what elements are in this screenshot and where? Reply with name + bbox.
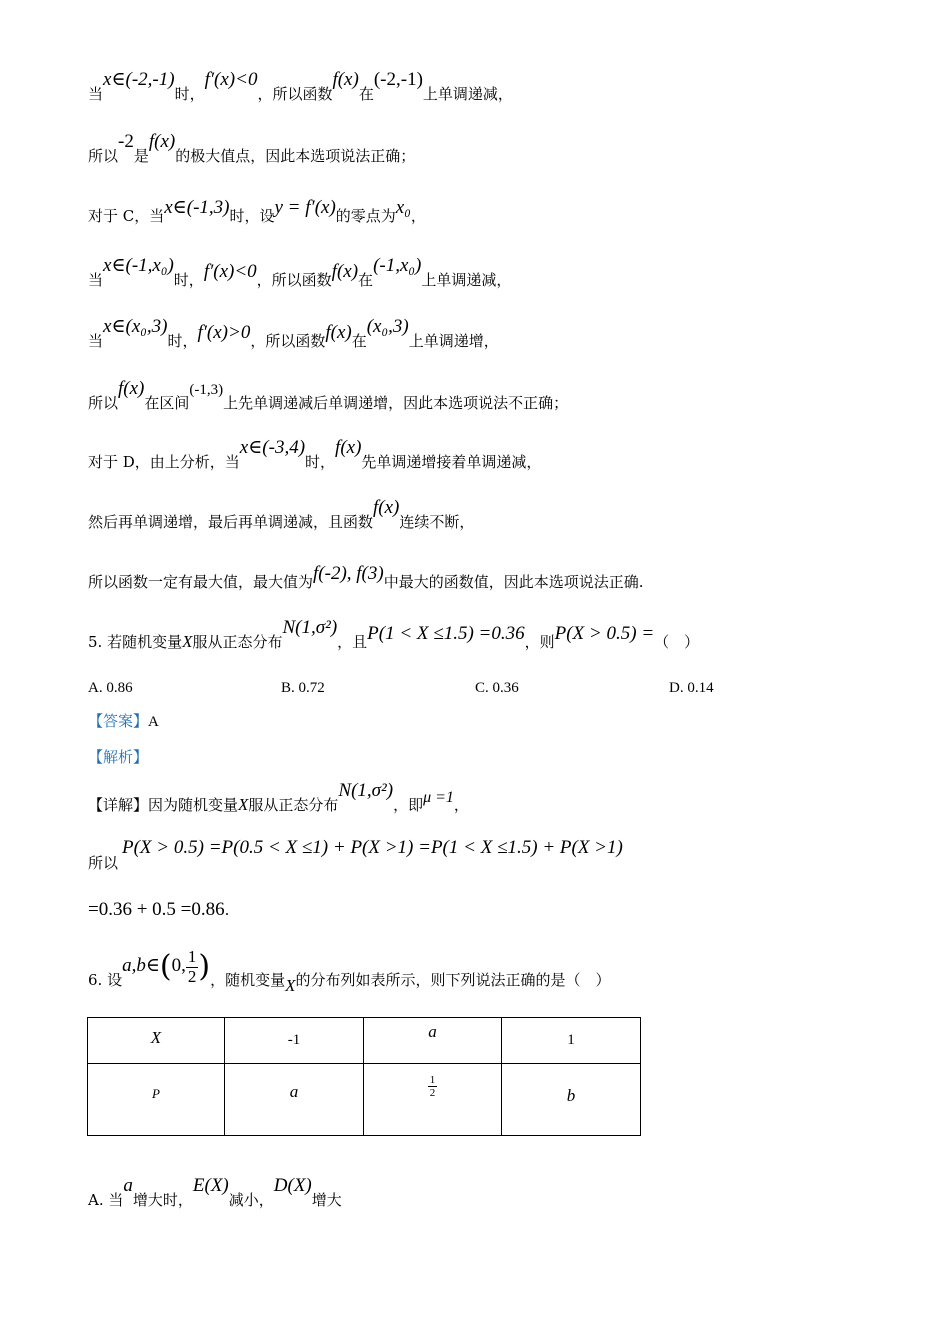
math: f(-2), f(3) (313, 563, 384, 584)
text: 时， (174, 85, 205, 103)
option-c: C. 0.36 (475, 680, 519, 696)
math: f(x) (331, 261, 359, 282)
math: f′(x)<0 (204, 69, 258, 90)
math: N(1,σ²) (282, 617, 338, 638)
text: 服从正态分布 (192, 633, 283, 651)
detail (88, 780, 469, 814)
math: X (285, 976, 296, 996)
text: 上单调递增， (408, 332, 499, 350)
table-cell (364, 1064, 502, 1136)
text: ，则 (524, 633, 555, 651)
table-cell: a (225, 1064, 364, 1136)
math: f(x) (335, 437, 362, 458)
text: 当 (88, 332, 104, 350)
text-line (88, 131, 416, 165)
math: x∈(-1,3) (164, 197, 230, 218)
answer (88, 714, 159, 730)
fraction: $\frac{1}{2}$ (429, 1074, 436, 1100)
math: =0.36 + 0.5 =0.86 (88, 899, 225, 920)
math: f′(x)<0 (203, 261, 257, 282)
math: P(X > 0.5) = (554, 623, 655, 644)
text: 上单调递减， (422, 85, 513, 103)
text: ，且 (337, 633, 368, 651)
analysis-label: 【解析】 (88, 748, 149, 766)
text: 增大 (311, 1191, 342, 1209)
text: 减小， (228, 1191, 274, 1209)
equation-1: P(X > 0.5) =P(0.5 < X ≤1) + P(X >1) =P(1 < X ≤1.5) + P(X >1) (122, 837, 623, 858)
text: 5. 若随机变量 (88, 633, 183, 651)
question-5 (88, 617, 700, 651)
table-row (88, 1064, 641, 1136)
text: A. 当 (88, 1191, 124, 1209)
math: f(x) (325, 322, 352, 343)
text: 所以函数一定有最大值，最大值为 (88, 573, 314, 591)
text: ， (453, 796, 469, 814)
math: a (123, 1175, 133, 1196)
table-cell: P (88, 1064, 225, 1136)
text: ，随机变量 (210, 971, 286, 990)
text: （ ） (654, 633, 700, 651)
equation-2 (88, 900, 229, 919)
text: ，所以函数 (256, 271, 332, 289)
table-cell: -1 (225, 1018, 364, 1064)
analysis (88, 750, 148, 765)
text: 增大时， (132, 1191, 193, 1209)
distribution-table (87, 1017, 641, 1136)
option-a-q6 (88, 1175, 342, 1209)
text: 时，设 (229, 207, 275, 225)
math: y = f′(x) (274, 197, 336, 218)
answer-label: 【答案】 (88, 712, 149, 730)
math: P(1 < X ≤1.5) =0.36 (367, 623, 525, 644)
math: -2 (118, 131, 134, 152)
so-label: 所以 (88, 854, 119, 872)
math: X (238, 795, 249, 814)
text-line (88, 255, 512, 289)
text: 的零点为 (335, 207, 396, 225)
math: x∈(-3,4) (239, 437, 306, 458)
text: 在 (358, 271, 374, 289)
option-b: B. 0.72 (281, 680, 325, 696)
text-line (88, 316, 499, 350)
math: f(x) (118, 378, 145, 399)
math: f(x) (332, 69, 359, 90)
text: ，所以函数 (257, 85, 333, 103)
option-a: A. 0.86 (88, 680, 133, 696)
text: ，所以函数 (250, 332, 326, 350)
text: 在 (351, 332, 367, 350)
text-line (88, 69, 513, 103)
text: . (224, 901, 230, 919)
text: 对于 D，由上分析，当 (88, 453, 240, 471)
interval: (0, $\frac{1}{2}$ ) (159, 947, 211, 986)
text: 6. 设 (88, 971, 123, 990)
math: μ =1 (423, 789, 454, 806)
text: 上先单调递减后单调递增，因此本选项说法不正确； (223, 394, 569, 412)
text: 当 (88, 85, 104, 103)
option-d: D. 0.14 (669, 680, 714, 696)
math: a,b∈ (122, 955, 160, 977)
text: 然后再单调递增，最后再单调递减，且函数 (88, 513, 374, 531)
text: 在 (358, 85, 374, 103)
text: 连续不断， (399, 513, 475, 531)
math: N(1,σ²) (338, 780, 394, 801)
text: 服从正态分布 (248, 796, 339, 814)
answer-value: A (148, 714, 159, 730)
math: (-1,3) (189, 382, 224, 398)
text: 时， (173, 271, 204, 289)
text: 时， (305, 453, 336, 471)
text: 所以 (88, 394, 119, 412)
text-line (88, 437, 542, 471)
text: 是 (133, 147, 149, 165)
math: (-1,x₀) (373, 255, 422, 276)
text: 所以 (88, 147, 119, 165)
math: (-2,-1) (373, 69, 423, 90)
text: 【详解】因为随机变量 (88, 796, 239, 814)
text-line (88, 563, 644, 591)
text: ， (410, 207, 426, 225)
math: f(x) (148, 131, 176, 152)
text: 的极大值点，因此本选项说法正确； (175, 147, 416, 165)
table-cell: a (364, 1018, 502, 1064)
math: x∈(-2,-1) (103, 69, 175, 90)
math: E(X) (192, 1175, 229, 1196)
text: 在区间 (144, 394, 190, 412)
text: 的分布列如表所示，则下列说法正确的是（ ） (295, 971, 611, 990)
table-cell: X (88, 1018, 225, 1064)
text: ，即 (393, 796, 424, 814)
text-line (88, 497, 475, 531)
question-6 (88, 947, 611, 1000)
text: 中最大的函数值，因此本选项说法正确. (383, 573, 644, 591)
text: 时， (167, 332, 198, 350)
math: D(X) (273, 1175, 312, 1196)
math: f′(x)>0 (197, 322, 251, 343)
text: 先单调递增接着单调递减， (361, 453, 542, 471)
fraction: $\frac{1}{2}$ (187, 947, 197, 986)
text: 上单调递减， (421, 271, 512, 289)
math: X (182, 632, 193, 651)
math: (x₀,3) (366, 316, 409, 337)
math: x∈(x₀,3) (103, 316, 168, 337)
text: 对于 C，当 (88, 207, 165, 225)
table-cell: b (502, 1064, 641, 1136)
math: 0, (171, 955, 186, 977)
math: x₀ (395, 197, 411, 218)
table-cell: 1 (502, 1018, 641, 1064)
text-line (88, 197, 426, 225)
text: 当 (88, 271, 104, 289)
table-row (88, 1018, 641, 1064)
math: x∈(-1,x₀) (103, 255, 174, 276)
text-line (88, 378, 569, 412)
math: f(x) (373, 497, 400, 518)
